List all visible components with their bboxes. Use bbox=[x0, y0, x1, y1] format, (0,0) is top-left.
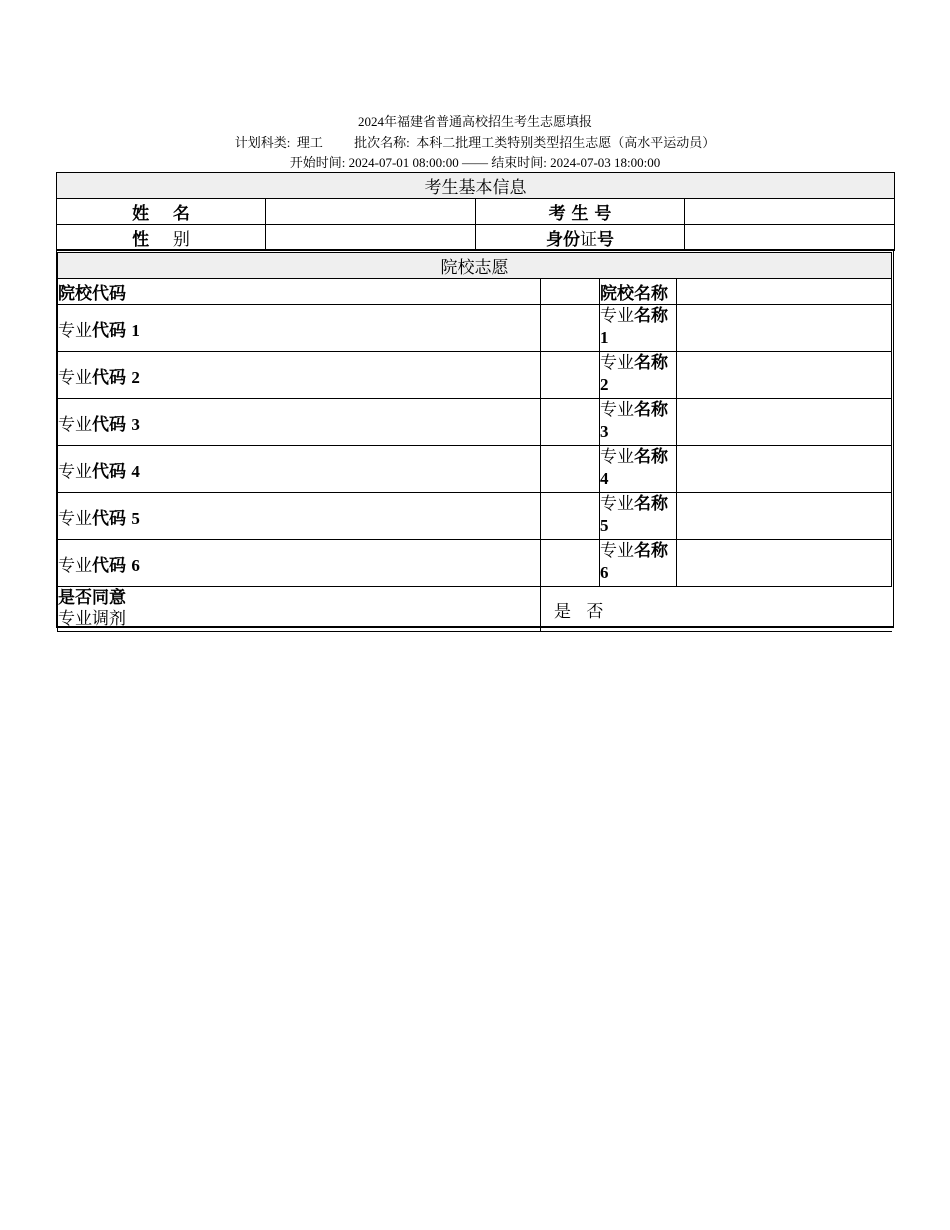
school-choice-section bbox=[56, 249, 894, 628]
major-name-label: 专业名称 3 bbox=[600, 399, 677, 446]
major-name-field[interactable] bbox=[677, 399, 892, 446]
school-choice-title: 院校志愿 bbox=[58, 253, 892, 279]
batch-value: 本科二批理工类特别类型招生志愿（高水平运动员） bbox=[416, 134, 716, 150]
school-name-field[interactable] bbox=[677, 279, 892, 305]
adjust-row bbox=[58, 587, 892, 632]
major-row bbox=[58, 352, 892, 399]
basic-info-row bbox=[57, 225, 895, 251]
end-label: 结束时间: bbox=[491, 155, 547, 170]
major-code-label: 专业代码 3 bbox=[58, 399, 541, 446]
start-value: 2024-07-01 08:00:00 bbox=[348, 155, 459, 170]
major-code-label: 专业代码 1 bbox=[58, 305, 541, 352]
major-name-label: 专业名称 2 bbox=[600, 352, 677, 399]
major-code-field[interactable] bbox=[541, 352, 600, 399]
plan-batch-line bbox=[0, 133, 950, 154]
plan-value: 理工 bbox=[296, 134, 323, 150]
form-header bbox=[0, 112, 950, 174]
basic-info-row bbox=[57, 199, 895, 225]
school-name-label: 院校名称 bbox=[600, 279, 677, 305]
gender-field[interactable] bbox=[266, 225, 476, 251]
major-code-label: 专业代码 4 bbox=[58, 446, 541, 493]
start-label: 开始时间: bbox=[289, 155, 346, 170]
major-row bbox=[58, 493, 892, 540]
plan-label: 计划科类: bbox=[234, 134, 291, 150]
major-name-label: 专业名称 4 bbox=[600, 446, 677, 493]
major-name-field[interactable] bbox=[677, 446, 892, 493]
school-choice-table bbox=[57, 252, 892, 632]
major-code-field[interactable] bbox=[541, 540, 600, 587]
name-label: 姓 名 bbox=[57, 199, 266, 225]
adjust-options bbox=[541, 587, 892, 632]
id-number-field[interactable] bbox=[685, 225, 895, 251]
exam-no-label: 考 生 号 bbox=[476, 199, 685, 225]
school-code-field[interactable] bbox=[541, 279, 600, 305]
major-row bbox=[58, 540, 892, 587]
exam-no-field[interactable] bbox=[685, 199, 895, 225]
school-code-label: 院校代码 bbox=[58, 279, 541, 305]
major-code-field[interactable] bbox=[541, 446, 600, 493]
school-row bbox=[58, 279, 892, 305]
major-code-label: 专业代码 5 bbox=[58, 493, 541, 540]
basic-info-table bbox=[56, 172, 895, 251]
major-code-field[interactable] bbox=[541, 305, 600, 352]
id-number-label: 身份证号 bbox=[476, 225, 685, 251]
name-field[interactable] bbox=[266, 199, 476, 225]
major-name-label: 专业名称 6 bbox=[600, 540, 677, 587]
end-value: 2024-07-03 18:00:00 bbox=[550, 155, 661, 170]
adjust-label: 是否同意 专业调剂 bbox=[58, 587, 541, 632]
time-line bbox=[0, 153, 950, 174]
major-code-field[interactable] bbox=[541, 493, 600, 540]
major-name-field[interactable] bbox=[677, 540, 892, 587]
major-code-field[interactable] bbox=[541, 399, 600, 446]
batch-label: 批次名称: bbox=[354, 134, 410, 150]
major-name-field[interactable] bbox=[677, 305, 892, 352]
basic-info-title: 考生基本信息 bbox=[57, 173, 895, 199]
major-code-label: 专业代码 2 bbox=[58, 352, 541, 399]
major-name-label: 专业名称 1 bbox=[600, 305, 677, 352]
major-name-label: 专业名称 5 bbox=[600, 493, 677, 540]
basic-info-title-row bbox=[57, 173, 895, 199]
school-choice-title-row bbox=[58, 253, 892, 279]
adjust-yes-option[interactable]: 是 bbox=[554, 601, 571, 622]
major-code-label: 专业代码 6 bbox=[58, 540, 541, 587]
major-name-field[interactable] bbox=[677, 352, 892, 399]
major-name-field[interactable] bbox=[677, 493, 892, 540]
major-row bbox=[58, 446, 892, 493]
form-title: 2024年福建省普通高校招生考生志愿填报 bbox=[357, 114, 592, 129]
major-row bbox=[58, 399, 892, 446]
dash: —— bbox=[462, 155, 488, 170]
major-row bbox=[58, 305, 892, 352]
gender-label: 性 别 bbox=[57, 225, 266, 251]
adjust-no-option[interactable]: 否 bbox=[586, 601, 604, 622]
